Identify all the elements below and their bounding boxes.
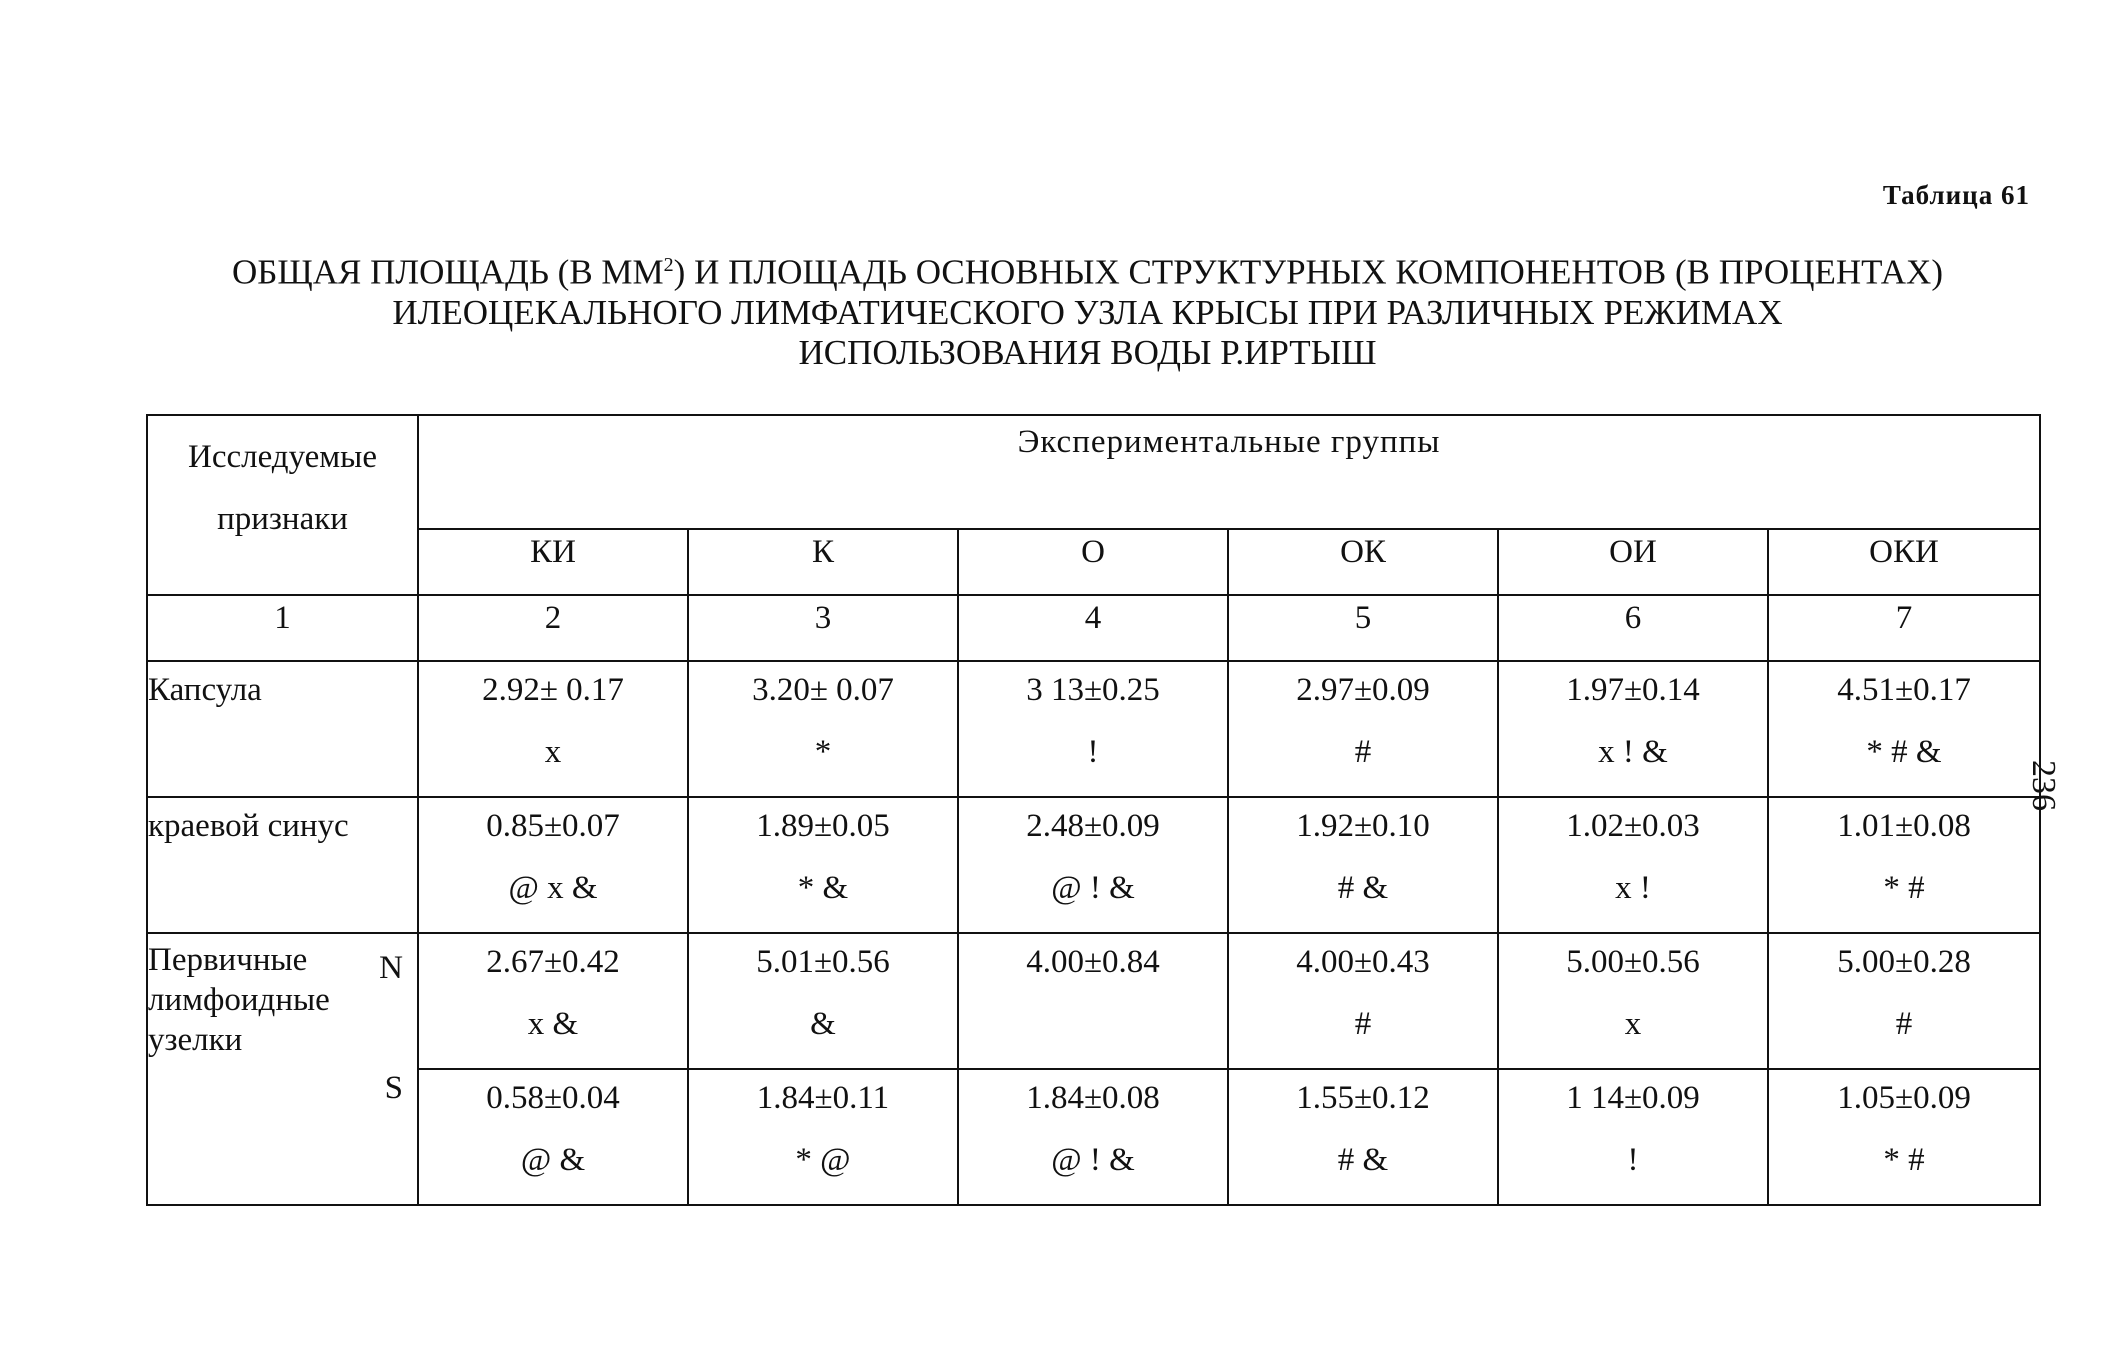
cell-marks: @ ! & xyxy=(1051,1142,1135,1178)
group-header: О xyxy=(958,529,1228,595)
data-cell xyxy=(958,933,1228,1069)
cell-value: 1.92±0.10 xyxy=(1296,808,1430,844)
cell-marks: * # & xyxy=(1866,734,1942,770)
document-title xyxy=(140,245,2035,373)
data-cell xyxy=(1228,933,1498,1069)
header-row-groups xyxy=(147,415,2040,529)
cell-marks: ! xyxy=(1627,1142,1639,1178)
header-features xyxy=(147,415,418,595)
cell-value: 2.67±0.42 xyxy=(486,944,620,980)
row-label: Капсула xyxy=(147,661,418,797)
title-superscript: 2 xyxy=(663,254,674,276)
page-number: 236 xyxy=(2025,760,2062,811)
cell-value: 4.51±0.17 xyxy=(1837,672,1971,708)
data-cell xyxy=(688,1069,958,1205)
table-row-nodules-s xyxy=(147,1069,2040,1205)
cell-value: 1.84±0.11 xyxy=(756,1080,890,1116)
data-cell xyxy=(688,797,958,933)
cell-value: 3.20± 0.07 xyxy=(752,672,894,708)
cell-value: 5.00±0.56 xyxy=(1566,944,1700,980)
cell-marks: ! xyxy=(1087,734,1099,770)
data-cell xyxy=(1768,661,2040,797)
cell-value: 2.48±0.09 xyxy=(1026,808,1160,844)
cell-marks: * # xyxy=(1883,870,1925,906)
group-header: К xyxy=(688,529,958,595)
data-cell xyxy=(688,933,958,1069)
title-line-1-start: ОБЩАЯ ПЛОЩАДЬ (В ММ xyxy=(232,252,664,292)
data-cell xyxy=(1498,661,1768,797)
cell-value: 2.97±0.09 xyxy=(1296,672,1430,708)
title-line-2: ИЛЕОЦЕКАЛЬНОГО ЛИМФАТИЧЕСКОГО УЗЛА КРЫСЫ ПРИ РАЗЛИЧНЫХ РЕЖИМАХ xyxy=(392,292,1783,332)
cell-marks: * xyxy=(814,734,832,770)
header-row-group-names xyxy=(147,529,2040,595)
data-cell xyxy=(1228,1069,1498,1205)
sub-label-n: N xyxy=(379,950,403,986)
data-cell xyxy=(418,661,688,797)
table-label: Таблица 61 xyxy=(1882,180,2030,210)
cell-value: 4.00±0.43 xyxy=(1296,944,1430,980)
cell-marks: @ ! & xyxy=(1051,870,1135,906)
data-cell xyxy=(1228,661,1498,797)
row-label-line-3: узелки xyxy=(148,1022,243,1058)
title-line-1 xyxy=(140,245,2035,293)
row-label-line-2: лимфоидные xyxy=(148,982,330,1018)
data-cell xyxy=(1768,933,2040,1069)
cell-value: 1.97±0.14 xyxy=(1566,672,1700,708)
data-cell xyxy=(958,661,1228,797)
group-header: ОИ xyxy=(1498,529,1768,595)
title-line-1-end: ) И ПЛОЩАДЬ ОСНОВНЫХ СТРУКТУРНЫХ КОМПОНЕНТОВ (В ПРОЦЕНТАХ) xyxy=(673,252,1943,292)
row-label-line-1: Первичные xyxy=(148,942,308,978)
data-cell xyxy=(418,933,688,1069)
data-cell xyxy=(1498,933,1768,1069)
column-number: 3 xyxy=(688,595,958,661)
cell-value: 0.58±0.04 xyxy=(486,1080,620,1116)
column-number: 2 xyxy=(418,595,688,661)
column-number-row xyxy=(147,595,2040,661)
data-cell xyxy=(418,1069,688,1205)
data-cell xyxy=(688,661,958,797)
header-experimental-groups: Экспериментальные группы xyxy=(418,415,2040,529)
cell-marks: x xyxy=(1624,1006,1642,1042)
cell-marks: @ & xyxy=(520,1142,586,1178)
data-cell xyxy=(1498,1069,1768,1205)
column-number: 4 xyxy=(958,595,1228,661)
cell-value: 1.84±0.08 xyxy=(1026,1080,1160,1116)
cell-value: 1 14±0.09 xyxy=(1566,1080,1700,1116)
row-label-text xyxy=(148,934,417,1060)
cell-value: 0.85±0.07 xyxy=(486,808,620,844)
row-label-lymphoid-nodules xyxy=(147,933,418,1205)
cell-value: 5.01±0.56 xyxy=(756,944,890,980)
cell-value: 1.89±0.05 xyxy=(756,808,890,844)
row-label: краевой синус xyxy=(147,797,418,933)
cell-marks: # xyxy=(1354,734,1372,770)
cell-value: 1.05±0.09 xyxy=(1837,1080,1971,1116)
cell-value: 1.55±0.12 xyxy=(1296,1080,1430,1116)
cell-marks: # xyxy=(1895,1006,1913,1042)
cell-marks: # xyxy=(1354,1006,1372,1042)
cell-marks: # & xyxy=(1337,870,1389,906)
cell-value: 5.00±0.28 xyxy=(1837,944,1971,980)
group-header: ОК xyxy=(1228,529,1498,595)
table-row-capsule xyxy=(147,661,2040,797)
data-cell xyxy=(958,797,1228,933)
cell-marks: * @ xyxy=(795,1142,851,1178)
data-cell xyxy=(418,797,688,933)
cell-marks: * # xyxy=(1883,1142,1925,1178)
column-number: 7 xyxy=(1768,595,2040,661)
cell-marks: x xyxy=(544,734,562,770)
cell-value: 3 13±0.25 xyxy=(1026,672,1160,708)
group-header: ОКИ xyxy=(1768,529,2040,595)
cell-marks: x ! xyxy=(1615,870,1651,906)
cell-value: 2.92± 0.17 xyxy=(482,672,624,708)
cell-marks: # & xyxy=(1337,1142,1389,1178)
cell-value: 1.02±0.03 xyxy=(1566,808,1700,844)
header-features-line-2: признаки xyxy=(217,501,348,537)
data-cell xyxy=(958,1069,1228,1205)
data-cell xyxy=(1228,797,1498,933)
cell-marks: * & xyxy=(797,870,849,906)
cell-value: 1.01±0.08 xyxy=(1837,808,1971,844)
cell-marks: x & xyxy=(527,1006,579,1042)
cell-marks: x ! & xyxy=(1598,734,1668,770)
column-number: 1 xyxy=(147,595,418,661)
header-features-line-1: Исследуемые xyxy=(187,439,377,475)
cell-marks: @ x & xyxy=(508,870,598,906)
title-line-3: ИСПОЛЬЗОВАНИЯ ВОДЫ Р.ИРТЫШ xyxy=(798,332,1377,372)
table-row-marginal-sinus xyxy=(147,797,2040,933)
data-cell xyxy=(1498,797,1768,933)
cell-marks: & xyxy=(810,1006,836,1042)
data-cell xyxy=(1768,797,2040,933)
data-table xyxy=(146,414,2041,1206)
data-cell xyxy=(1768,1069,2040,1205)
table-row-nodules-n xyxy=(147,933,2040,1069)
column-number: 6 xyxy=(1498,595,1768,661)
column-number: 5 xyxy=(1228,595,1498,661)
cell-value: 4.00±0.84 xyxy=(1026,944,1160,980)
group-header: КИ xyxy=(418,529,688,595)
sub-label-s: S xyxy=(384,1070,403,1106)
